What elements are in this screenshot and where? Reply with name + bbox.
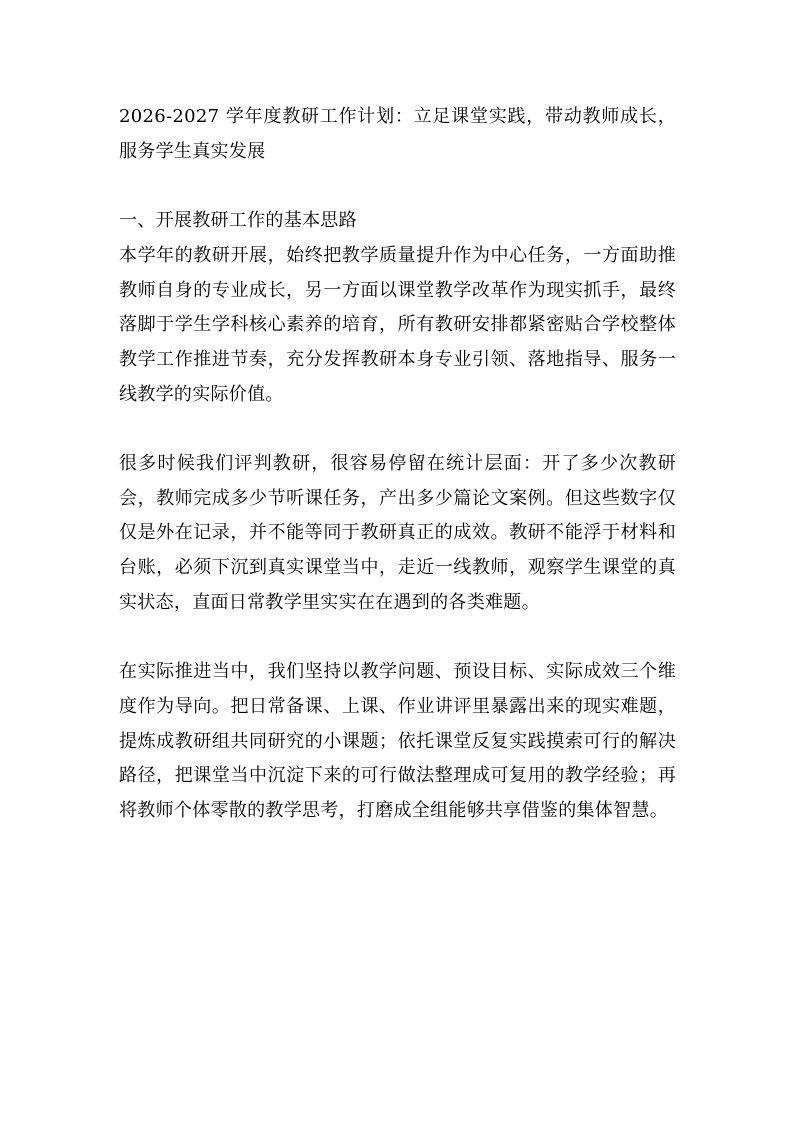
section-heading: 一、开展教研工作的基本思路 <box>119 210 357 232</box>
document-body <box>119 100 676 829</box>
paragraph-basic-approach: 本学年的教研开展，始终把教学质量提升作为中心任务，一方面助推教师自身的专业成长，另一方面以课堂教学改革作为现实抓手，最终落脚于学生学科核心素养的培育，所有教研安排都紧密贴合学校整体教学工作推进节奏，充分发挥教研本身专业引领、落地指导、服务一线教学的实际价值。 <box>119 244 676 405</box>
paragraph-evaluation: 很多时候我们评判教研，很容易停留在统计层面：开了多少次教研会，教师完成多少节听课任务，产出多少篇论文案例。但这些数字仅仅是外在记录，并不能等同于教研真正的成效。教研不能浮于材料和台账，必须下沉到真实课堂当中，走近一线教师，观察学生课堂的真实状态，直面日常教学里实实在在遇到的各类难题。 <box>119 453 676 613</box>
document-title: 2026-2027 学年度教研工作计划：立足课堂实践，带动教师成长，服务学生真实发展 <box>119 106 676 162</box>
paragraph-implementation: 在实际推进当中，我们坚持以教学问题、预设目标、实际成效三个维度作为导向。把日常备课、上课、作业讲评里暴露出来的现实难题，提炼成教研组共同研究的小课题；依托课堂反复实践摸索可行的解决路径，把课堂当中沉淀下来的可行做法整理成可复用的教学经验；再将教师个体零散的教学思考，打磨成全组能够共享借鉴的集体智慧。 <box>119 661 676 822</box>
